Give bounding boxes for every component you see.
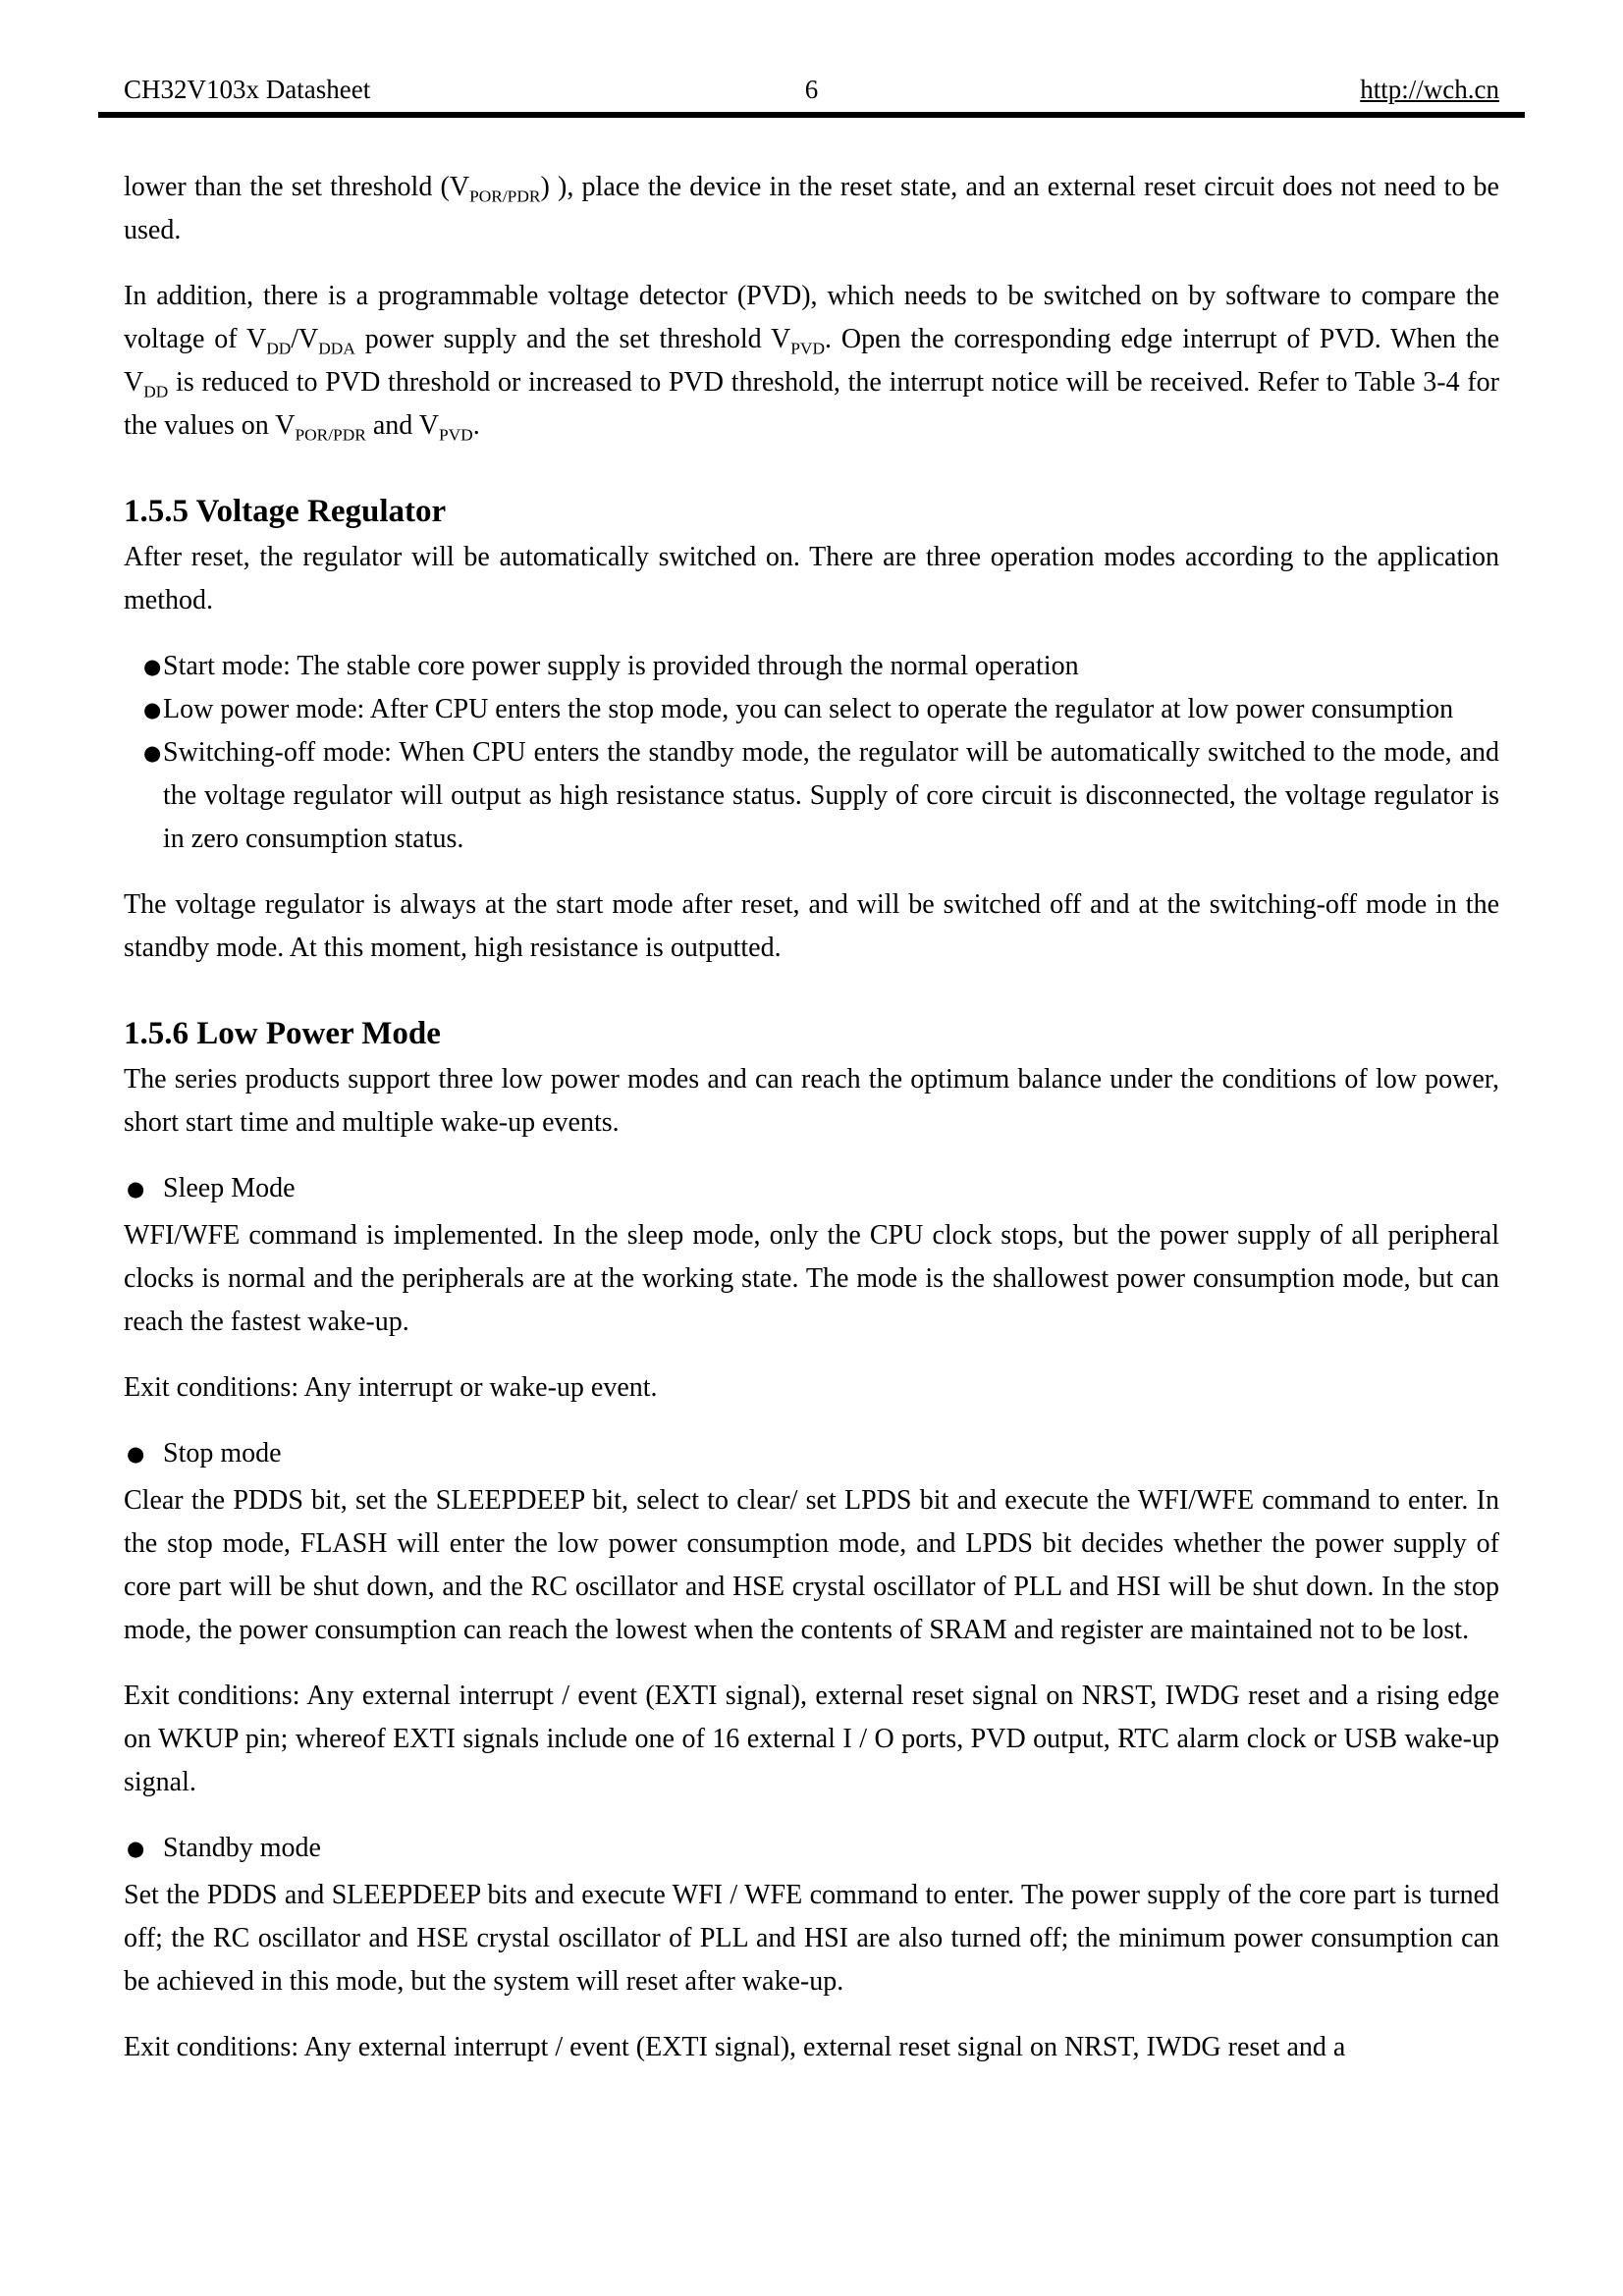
bullet-label-text: Sleep Mode — [163, 1173, 296, 1203]
list-item-low-power-mode — [124, 688, 1499, 731]
paragraph-low-power-intro: The series products support three low power modes and can reach the optimum balance under the conditions of low power, short start time and multiple wake-up events. — [124, 1064, 1499, 1138]
page-header — [98, 0, 1525, 118]
list-item-text: Switching-off mode: When CPU enters the standby mode, the regulator will be automatically switched to the mode, and the voltage regulator will output as high resistance status. Supply of core circuit is disconnected, the voltage regulator is in zero consumption status. — [163, 737, 1499, 854]
paragraph-regulator-state: The voltage regulator is always at the start mode after reset, and will be switched off and at the switching-off mode in the standby mode. At this moment, high resistance is outputted. — [124, 889, 1499, 963]
paragraph-reset-threshold: lower than the set threshold $(V_{POR/PDR})$ ), place the device in the reset state, and an external reset circuit does not need to be used. — [124, 172, 1499, 245]
regulator-mode-list — [124, 645, 1499, 861]
bullet-icon: ● — [127, 1837, 145, 1860]
bullet-icon: ● — [143, 655, 162, 678]
paragraph-stop-exit-conditions: Exit conditions: Any external interrupt / event (EXTI signal), external reset signal on NRST, IWDG reset and a rising edge on WKUP pin; whereof EXTI signals include one of 16 external I / O ports, PVD output, RTC alarm clock or USB wake-up signal. — [124, 1681, 1499, 1797]
website-link[interactable]: http://wch.cn — [1360, 75, 1499, 104]
bullet-icon: ● — [127, 1177, 145, 1201]
paragraph-standby-mode: Set the PDDS and SLEEPDEEP bits and execute WFI / WFE command to enter. The power supply of the core part is turned off; the RC oscillator and HSE crystal oscillator of PLL and HSI are also turned off; the minimum power consumption can be achieved in this mode, but the system will reset after wake-up. — [124, 1880, 1499, 1997]
bullet-standby-mode — [124, 1827, 1499, 1870]
list-item-switching-off-mode — [124, 731, 1499, 861]
list-item-text: Start mode: The stable core power supply is provided through the normal operation — [163, 651, 1079, 681]
paragraph-sleep-mode: WFI/WFE command is implemented. In the sleep mode, only the CPU clock stops, but the power supply of all peripheral clocks is normal and the peripherals are at the working state. The mode is the shallowest power consumption mode, but can reach the fastest wake-up. — [124, 1220, 1499, 1337]
heading-low-power-mode: 1.5.6 Low Power Mode — [124, 1016, 441, 1051]
heading-voltage-regulator: 1.5.5 Voltage Regulator — [124, 494, 447, 529]
bullet-sleep-mode — [124, 1167, 1499, 1210]
bullet-icon: ● — [143, 698, 162, 721]
list-item-start-mode — [124, 645, 1499, 688]
bullet-label-text: Standby mode — [163, 1833, 321, 1863]
bullet-icon: ● — [127, 1442, 145, 1466]
page-body — [124, 118, 1499, 2069]
list-item-text: Low power mode: After CPU enters the stop mode, you can select to operate the regulator at low power consumption — [163, 694, 1454, 724]
bullet-label-text: Stop mode — [163, 1438, 282, 1468]
bullet-icon: ● — [143, 741, 162, 765]
document-title: CH32V103x Datasheet — [124, 75, 371, 104]
paragraph-standby-exit-conditions: Exit conditions: Any external interrupt / event (EXTI signal), external reset signal on NRST, IWDG reset and a — [124, 2032, 1346, 2062]
paragraph-pvd-detector: In addition, there is a programmable voltage detector (PVD), which needs to be switched on by software to compare the voltage of $V_{DD}/V_{DDA}$ power supply and the set threshold $V_{PVD}$. Open the corresponding edge interrupt of PVD. When the $V_{DD}$ is reduced to PVD threshold or increased to PVD threshold, the interrupt notice will be received. Refer to Table 3-4 for the values on $V_{POR/PDR}$ and $V_{PVD}$. — [124, 281, 1500, 445]
paragraph-regulator-intro: After reset, the regulator will be automatically switched on. There are three operation modes according to the application method. — [124, 542, 1499, 615]
page-number: 6 — [804, 75, 819, 104]
paragraph-sleep-exit-conditions: Exit conditions: Any interrupt or wake-up event. — [124, 1372, 658, 1403]
paragraph-stop-mode: Clear the PDDS bit, set the SLEEPDEEP bit, select to clear/ set LPDS bit and execute the WFI/WFE command to enter. In the stop mode, FLASH will enter the low power consumption mode, and LPDS bit decides whether the power supply of core part will be shut down, and the RC oscillator and HSE crystal oscillator of PLL and HSI will be shut down. In the stop mode, the power consumption can reach the lowest when the contents of SRAM and register are maintained not to be lost. — [124, 1485, 1499, 1645]
bullet-stop-mode — [124, 1432, 1499, 1475]
